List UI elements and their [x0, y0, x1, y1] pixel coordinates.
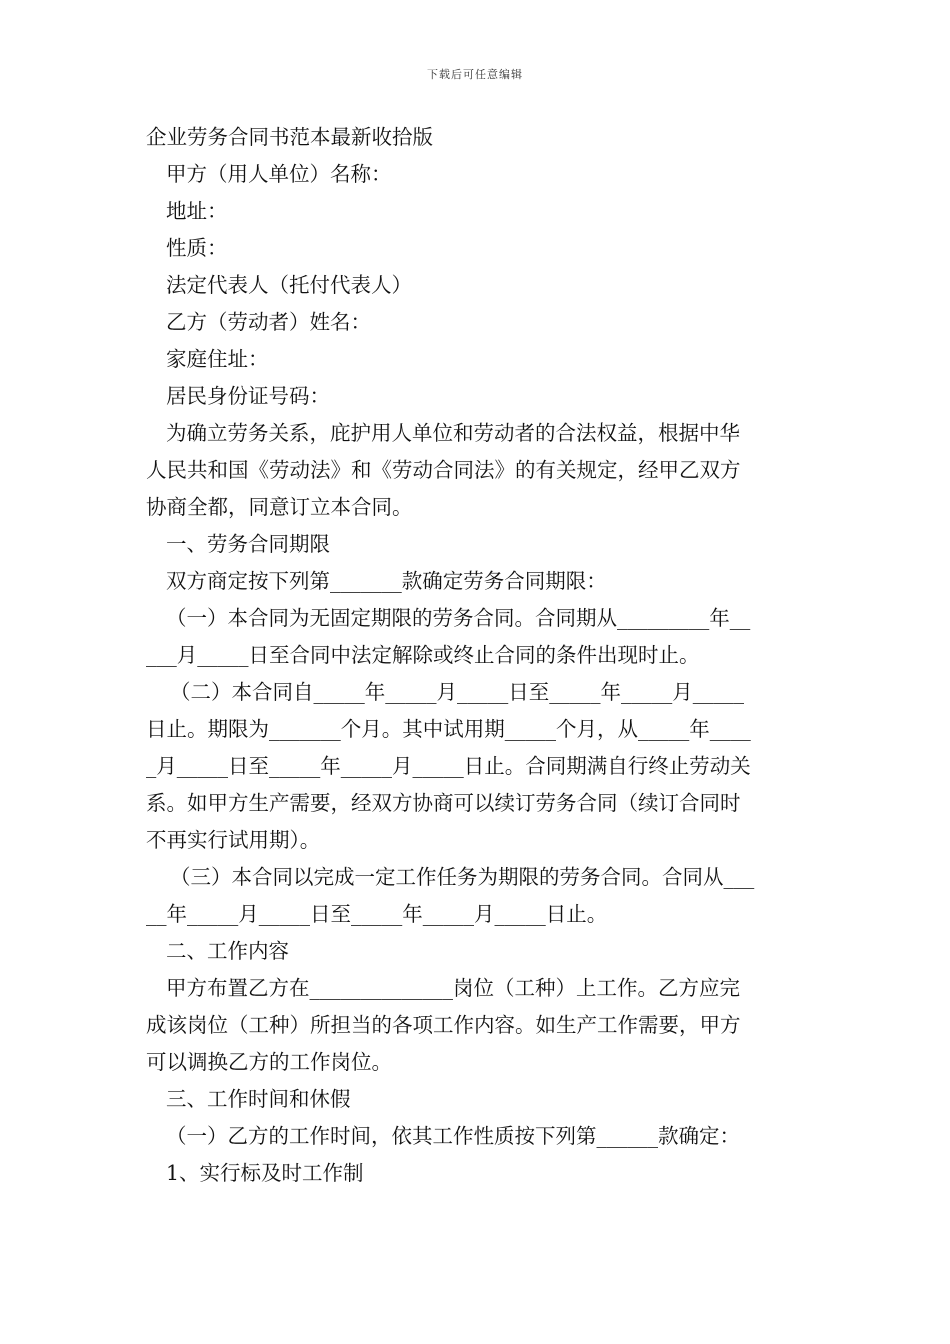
section-heading: 一、劳务合同期限	[166, 532, 330, 556]
clause-line: 甲方布置乙方在______________岗位（工种）上工作。乙方应完	[166, 976, 740, 1000]
clause-line: 成该岗位（工种）所担当的各项工作内容。如生产工作需要，甲方	[146, 1013, 741, 1037]
clause-line: 不再实行试用期）。	[146, 828, 321, 852]
section-1	[146, 526, 808, 933]
clause-line: 1、实行标及时工作制	[166, 1161, 364, 1185]
nature-field: 性质：	[166, 236, 228, 260]
id-number-field: 居民身份证号码：	[166, 384, 330, 408]
clause-line: 日止。期限为_______个月。其中试用期_____个月，从_____年____	[146, 717, 751, 741]
address-field: 地址：	[166, 199, 228, 223]
clause-line: （一）本合同为无固定期限的劳务合同。合同期从_________年__	[166, 606, 751, 630]
section-heading: 三、工作时间和休假	[166, 1087, 351, 1111]
clause-line: __年_____月_____日至_____年_____月_____日止。	[146, 902, 608, 926]
section-2	[146, 933, 808, 1081]
clause-line: _月_____日至_____年_____月_____日止。合同期满自行终止劳动关	[146, 754, 751, 778]
section-3	[146, 1081, 808, 1192]
clause-line: （一）乙方的工作时间，依其工作性质按下列第______款确定：	[166, 1124, 740, 1148]
preamble-line: 为确立劳务关系，庇护用人单位和劳动者的合法权益，根据中华	[166, 421, 740, 445]
clause-line: （二）本合同自_____年_____月_____日至_____年_____月_____	[170, 680, 744, 704]
section-heading: 二、工作内容	[166, 939, 289, 963]
document-title: 企业劳务合同书范本最新收拾版	[146, 125, 433, 149]
home-address-field: 家庭住址：	[166, 347, 269, 371]
document-body	[146, 119, 808, 1192]
clause-line: 系。如甲方生产需要，经双方协商可以续订劳务合同（续订合同时	[146, 791, 741, 815]
clause-line: ___月_____日至合同中法定解除或终止合同的条件出现时止。	[146, 643, 700, 667]
party-b-name-field: 乙方（劳动者）姓名：	[166, 310, 371, 334]
clause-line: 可以调换乙方的工作岗位。	[146, 1050, 392, 1074]
legal-representative-field: 法定代表人（托付代表人）	[166, 273, 412, 297]
party-a-name-field: 甲方（用人单位）名称：	[166, 162, 392, 186]
preamble-paragraph	[146, 415, 808, 526]
section-intro: 双方商定按下列第_______款确定劳务合同期限：	[166, 569, 607, 593]
clause-line: （三）本合同以完成一定工作任务为期限的劳务合同。合同从___	[170, 865, 755, 889]
preamble-line: 协商全都，同意订立本合同。	[146, 495, 413, 519]
preamble-line: 人民共和国《劳动法》和《劳动合同法》的有关规定，经甲乙双方	[146, 458, 741, 482]
page-header-note: 下载后可任意编辑	[427, 68, 523, 81]
